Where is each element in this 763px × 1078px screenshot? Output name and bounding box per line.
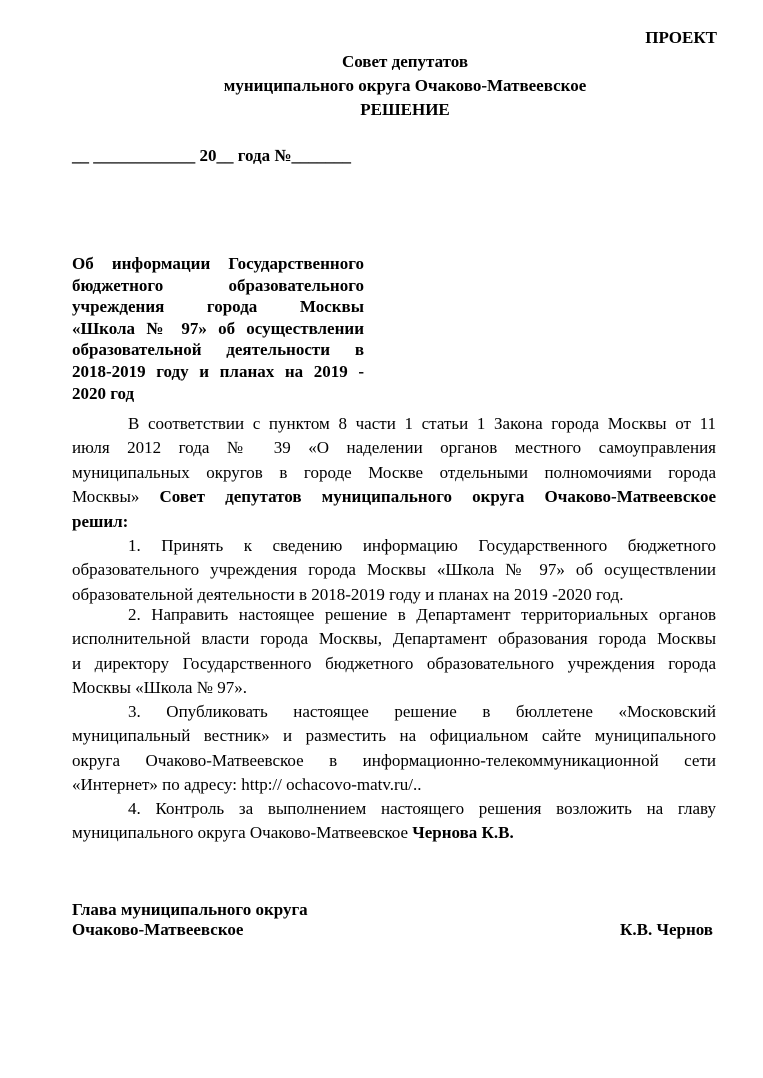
decision-title: РЕШЕНИЕ: [360, 100, 450, 119]
subject-line: образовательной деятельности в: [72, 340, 364, 360]
district-title: муниципального округа Очаково-Матвеевское: [223, 76, 587, 95]
item-line: исполнительной власти города Москвы, Департамент образования города Москвы: [72, 629, 716, 649]
item-line: образовательной деятельности в 2018-2019 году и планах на 2019 -2020 год.: [72, 584, 624, 604]
preamble-line-mixed: [72, 485, 716, 509]
item-line: образовательного учреждения города Москвы «Школа № 97» об осуществлении: [72, 560, 716, 580]
item-4: [72, 797, 716, 846]
item-line: Москвы «Школа № 97».: [72, 678, 247, 698]
subject-line: бюджетного образовательного: [72, 275, 364, 295]
item-line: 1. Принять к сведению информацию Государственного бюджетного: [128, 536, 716, 555]
signatory-district: Очаково-Матвеевское: [72, 920, 244, 939]
date-number-line: __ ____________ 20__ года №_______: [72, 146, 351, 165]
preamble-line: июля 2012 года № 39 «О наделении органов местного самоуправления: [72, 438, 716, 458]
preamble-line: муниципальных округов в городе Москве отдельными полномочиями города: [72, 462, 716, 482]
item-line: муниципальный вестник» и разместить на официальном сайте муниципального: [72, 726, 716, 746]
item-line: и директору Государственного бюджетного образовательного учреждения города: [72, 653, 716, 673]
council-decided: Совет депутатов муниципального округа Очаково-Матвеевское: [159, 487, 716, 507]
signatory-title: Глава муниципального округа: [72, 900, 308, 919]
head-name: Чернова К.В.: [412, 823, 514, 843]
signatory-name: К.В. Чернов: [620, 920, 713, 939]
item-line: 4. Контроль за выполнением настоящего решения возложить на главу: [128, 799, 716, 818]
item-line-mixed: [72, 821, 716, 845]
item-1: [72, 534, 716, 607]
subject-line: «Школа № 97» об осуществлении: [72, 318, 364, 338]
item-2: [72, 603, 716, 701]
project-label: ПРОЕКТ: [645, 28, 717, 47]
item-line: 3. Опубликовать настоящее решение в бюллетене «Московский: [128, 702, 716, 721]
item-line: округа Очаково-Матвеевское в информационно-телекоммуникационной сети: [72, 750, 716, 770]
subject-line: учреждения города Москвы: [72, 297, 364, 317]
preamble-text: Москвы»: [72, 487, 160, 507]
item-line: «Интернет» по адресу: http:// ochacovo-matv.ru/..: [72, 775, 422, 795]
decision-subject: [72, 253, 364, 404]
preamble: [72, 412, 716, 534]
item-3: [72, 700, 716, 798]
decided-word: решил:: [72, 511, 129, 531]
subject-line: 2020 год: [72, 383, 135, 403]
item-line: 2. Направить настоящее решение в Департамент территориальных органов: [128, 605, 716, 624]
preamble-line: В соответствии с пунктом 8 части 1 статьи 1 Закона города Москвы от 11: [128, 414, 716, 433]
council-title: Совет депутатов: [341, 52, 469, 71]
subject-line: Об информации Государственного: [72, 254, 364, 273]
subject-line: 2018-2019 году и планах на 2019 -: [72, 361, 364, 381]
item-text: муниципального округа Очаково-Матвеевское: [72, 823, 413, 843]
